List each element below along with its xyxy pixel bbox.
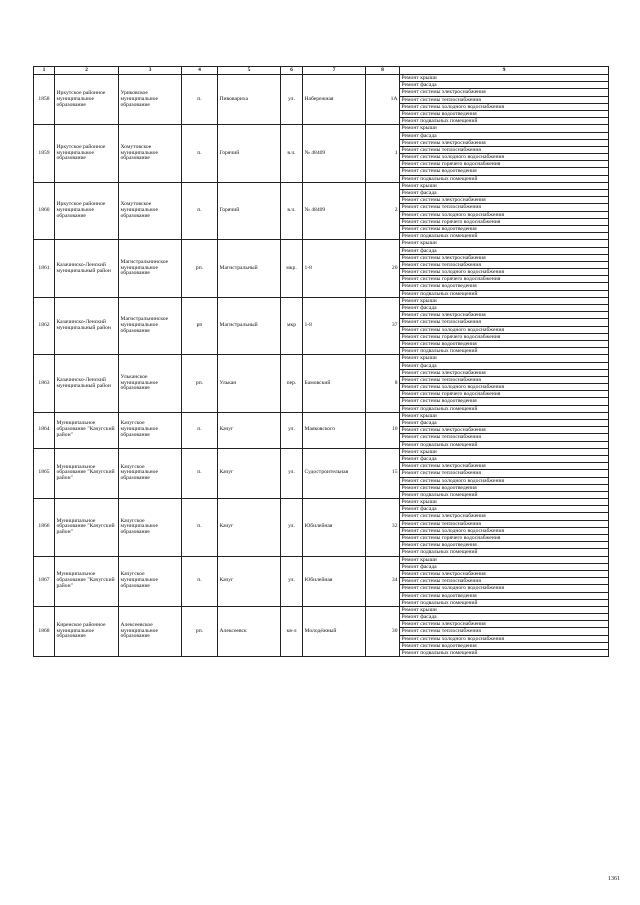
work-item: Ремонт подвальных помещений — [401, 175, 478, 182]
work-item: Ремонт системы горячего водоснабжения — [400, 391, 608, 398]
row-number-cell: 1859 — [34, 125, 55, 183]
work-item: Ремонт системы электроснабжения — [400, 140, 608, 147]
work-item: Ремонт фасада — [400, 248, 608, 255]
table-row — [34, 355, 609, 413]
work-item: Ремонт системы холодного водоснабжения — [400, 636, 608, 643]
municipality-cell: Качугское муниципальное образование — [119, 412, 182, 448]
municipality-cell: Магистральнинское муниципальное образование — [119, 240, 182, 298]
work-item: Ремонт фасада — [400, 506, 608, 513]
street-cell: Бамовский — [303, 355, 366, 413]
street-cell: Молодёжный — [303, 606, 366, 656]
row-number-cell: 1868 — [34, 606, 55, 656]
street-type-cell: мкр — [281, 297, 303, 355]
settlement-type-cell: рп. — [182, 355, 218, 413]
work-item: Ремонт системы теплоснабжения — [400, 262, 608, 269]
settlement-type-cell: п. — [182, 448, 218, 498]
settlement-type-cell: рп. — [182, 240, 218, 298]
work-item: Ремонт системы электроснабжения — [400, 513, 608, 520]
work-item: Ремонт системы холодного водоснабжения — [400, 384, 608, 391]
work-item: Ремонт системы холодного водоснабжения — [400, 104, 608, 111]
street-type-cell: пер. — [281, 355, 303, 413]
table-row — [34, 182, 609, 240]
page-number: 1361 — [608, 876, 620, 882]
municipality-cell: Алексеевское муниципальное образование — [119, 606, 182, 656]
municipality-cell: Хомутовское муниципальное образование — [119, 182, 182, 240]
work-item: Ремонт фасада — [400, 82, 608, 89]
works-cell — [400, 499, 609, 557]
work-item: Ремонт системы электроснабжения — [400, 255, 608, 262]
works-cell — [400, 240, 609, 298]
settlement-type-cell: п. — [182, 556, 218, 606]
work-item: Ремонт системы теплоснабжения — [400, 578, 608, 585]
work-item: Ремонт подвальных помещений — [401, 405, 478, 412]
work-item: Ремонт крыши — [400, 449, 608, 456]
row-number-cell: 1865 — [34, 448, 55, 498]
works-cell — [400, 556, 609, 606]
house-number-cell: 10 — [366, 412, 400, 448]
work-item: Ремонт подвальных помещений — [401, 118, 478, 125]
row-number-cell: 1858 — [34, 75, 55, 125]
table-row — [34, 75, 609, 125]
street-type-cell: мкр. — [281, 240, 303, 298]
work-item: Ремонт крыши — [400, 240, 608, 247]
street-cell: 1-8 — [303, 240, 366, 298]
work-item: Ремонт подвальных помещений — [401, 549, 478, 556]
header-cell: 6 — [281, 67, 303, 75]
work-item: Ремонт системы электроснабжения — [400, 427, 608, 434]
work-item: Ремонт системы холодного водоснабжения — [400, 269, 608, 276]
municipality-cell: Уриковское муниципальное образование — [119, 75, 182, 125]
settlement-type-cell: п. — [182, 125, 218, 183]
settlement-type-cell: п. — [182, 499, 218, 557]
work-item: Ремонт подвальных помещений — [401, 491, 478, 498]
settlement-cell: Магистральный — [218, 297, 281, 355]
district-cell: Казачинско-Ленский муниципальный район — [55, 355, 119, 413]
row-number-cell: 1861 — [34, 240, 55, 298]
work-item: Ремонт фасада — [400, 190, 608, 197]
work-item: Ремонт системы водоотведения — [400, 542, 608, 549]
settlement-type-cell: п. — [182, 412, 218, 448]
works-cell — [400, 125, 609, 183]
house-number-cell: 34 — [366, 556, 400, 606]
house-number-cell: 32 — [366, 499, 400, 557]
work-item: Ремонт системы электроснабжения — [400, 312, 608, 319]
work-item: Ремонт фасада — [400, 363, 608, 370]
district-cell: Казачинско-Ленский муниципальный район — [55, 240, 119, 298]
house-number-cell: 1 — [366, 125, 400, 183]
work-item: Ремонт системы холодного водоснабжения — [400, 478, 608, 485]
work-item: Ремонт системы теплоснабжения — [400, 319, 608, 326]
header-cell: 4 — [182, 67, 218, 75]
header-cell: 5 — [218, 67, 281, 75]
works-cell — [400, 75, 609, 125]
work-item: Ремонт крыши — [400, 355, 608, 362]
table-row — [34, 606, 609, 656]
works-cell — [400, 606, 609, 656]
district-cell: Иркутское районное муниципальное образование — [55, 125, 119, 183]
work-item: Ремонт системы теплоснабжения — [400, 377, 608, 384]
municipality-cell: Ульканское муниципальное образование — [119, 355, 182, 413]
works-cell — [400, 182, 609, 240]
street-type-cell: ул. — [281, 499, 303, 557]
work-item: Ремонт подвальных помещений — [401, 599, 478, 606]
work-item: Ремонт системы теплоснабжения — [400, 204, 608, 211]
work-item: Ремонт системы теплоснабжения — [400, 147, 608, 154]
work-item: Ремонт подвальных помещений — [401, 650, 478, 656]
work-item: Ремонт системы горячего водоснабжения — [400, 219, 608, 226]
work-item: Ремонт системы водоотведения — [400, 168, 608, 175]
header-cell: 2 — [55, 67, 119, 75]
district-cell: Киренское районное муниципальное образование — [55, 606, 119, 656]
street-cell: Юбилейная — [303, 499, 366, 557]
settlement-cell: Магистральный — [218, 240, 281, 298]
work-item: Ремонт системы водоотведения — [400, 283, 608, 290]
work-item: Ремонт крыши — [400, 557, 608, 564]
district-cell: Муниципальное образование "Качугский район" — [55, 448, 119, 498]
table-row — [34, 556, 609, 606]
work-item: Ремонт системы горячего водоснабжения — [400, 334, 608, 341]
work-item: Ремонт фасада — [400, 305, 608, 312]
work-item: Ремонт системы электроснабжения — [400, 89, 608, 96]
work-item: Ремонт подвальных помещений — [401, 441, 478, 448]
street-type-cell: ул. — [281, 75, 303, 125]
work-item: Ремонт системы холодного водоснабжения — [400, 212, 608, 219]
street-type-cell: в.ч. — [281, 182, 303, 240]
street-type-cell: ул. — [281, 448, 303, 498]
work-item: Ремонт крыши — [400, 183, 608, 190]
row-number-cell: 1862 — [34, 297, 55, 355]
house-number-cell: 20 — [366, 240, 400, 298]
work-item: Ремонт системы горячего водоснабжения — [400, 535, 608, 542]
works-cell — [400, 297, 609, 355]
work-item: Ремонт крыши — [400, 607, 608, 614]
street-cell: Юбилейная — [303, 556, 366, 606]
settlement-type-cell: рп — [182, 297, 218, 355]
district-cell: Иркутское районное муниципальное образование — [55, 75, 119, 125]
street-type-cell: в.ч. — [281, 125, 303, 183]
street-cell: Маяковского — [303, 412, 366, 448]
work-item: Ремонт крыши — [400, 499, 608, 506]
row-number-cell: 1866 — [34, 499, 55, 557]
table-row — [34, 125, 609, 183]
work-item: Ремонт системы водоотведения — [400, 643, 608, 650]
row-number-cell: 1860 — [34, 182, 55, 240]
work-item: Ремонт фасада — [400, 456, 608, 463]
house-number-cell: 1А — [366, 75, 400, 125]
table-row — [34, 297, 609, 355]
settlement-cell: Улькан — [218, 355, 281, 413]
work-item: Ремонт крыши — [400, 413, 608, 420]
settlement-cell: Качуг — [218, 412, 281, 448]
work-item: Ремонт системы водоотведения — [400, 593, 608, 600]
street-cell: Судостроительная — [303, 448, 366, 498]
work-item: Ремонт системы водоотведения — [400, 398, 608, 405]
table-row — [34, 240, 609, 298]
work-item: Ремонт системы водоотведения — [400, 226, 608, 233]
work-item: Ремонт системы электроснабжения — [400, 370, 608, 377]
work-item: Ремонт системы холодного водоснабжения — [400, 585, 608, 592]
table-row — [34, 448, 609, 498]
table-header-row — [34, 67, 609, 75]
work-item: Ремонт подвальных помещений — [401, 348, 478, 355]
settlement-cell: Пивовариха — [218, 75, 281, 125]
header-cell: 1 — [34, 67, 55, 75]
work-item: Ремонт системы теплоснабжения — [400, 97, 608, 104]
row-number-cell: 1864 — [34, 412, 55, 448]
street-cell: № 48409 — [303, 125, 366, 183]
municipality-cell: Качугское муниципальное образование — [119, 556, 182, 606]
municipality-cell: Качугское муниципальное образование — [119, 499, 182, 557]
settlement-type-cell: рп. — [182, 606, 218, 656]
house-number-cell: 2 — [366, 182, 400, 240]
district-cell: Казачинско-Ленский муниципальный район — [55, 297, 119, 355]
house-number-cell: 8 — [366, 355, 400, 413]
settlement-cell: Качуг — [218, 448, 281, 498]
settlement-cell: Качуг — [218, 499, 281, 557]
work-item: Ремонт крыши — [400, 125, 608, 132]
district-cell: Муниципальное образование "Качугский район" — [55, 556, 119, 606]
header-cell: 3 — [119, 67, 182, 75]
work-item: Ремонт системы теплоснабжения — [400, 628, 608, 635]
work-item: Ремонт фасада — [400, 420, 608, 427]
work-item: Ремонт системы холодного водоснабжения — [400, 154, 608, 161]
work-item: Ремонт подвальных помещений — [401, 233, 478, 240]
street-type-cell: ул. — [281, 412, 303, 448]
street-cell: Набережная — [303, 75, 366, 125]
table-row — [34, 412, 609, 448]
street-type-cell: ул. — [281, 556, 303, 606]
repair-register-table — [33, 66, 609, 657]
work-item: Ремонт системы теплоснабжения — [400, 434, 608, 441]
work-item: Ремонт системы холодного водоснабжения — [400, 528, 608, 535]
header-cell: 7 — [303, 67, 366, 75]
work-item: Ремонт системы водоотведения — [400, 341, 608, 348]
house-number-cell: 37 — [366, 297, 400, 355]
street-cell: 1-8 — [303, 297, 366, 355]
work-item: Ремонт подвальных помещений — [401, 290, 478, 297]
settlement-type-cell: п. — [182, 75, 218, 125]
municipality-cell: Хомутовское муниципальное образование — [119, 125, 182, 183]
work-item: Ремонт фасада — [400, 133, 608, 140]
row-number-cell: 1863 — [34, 355, 55, 413]
works-cell — [400, 355, 609, 413]
work-item: Ремонт системы электроснабжения — [400, 621, 608, 628]
work-item: Ремонт системы горячего водоснабжения — [400, 161, 608, 168]
header-cell: 8 — [366, 67, 400, 75]
street-cell: № 48409 — [303, 182, 366, 240]
municipality-cell: Качугское муниципальное образование — [119, 448, 182, 498]
work-item: Ремонт системы электроснабжения — [400, 197, 608, 204]
work-item: Ремонт фасада — [400, 564, 608, 571]
municipality-cell: Магистральнинское муниципальное образование — [119, 297, 182, 355]
settlement-cell: Горячий — [218, 182, 281, 240]
work-item: Ремонт фасада — [400, 614, 608, 621]
settlement-type-cell: п. — [182, 182, 218, 240]
header-cell: 9 — [400, 67, 609, 75]
work-item: Ремонт крыши — [400, 298, 608, 305]
work-item: Ремонт системы водоотведения — [400, 485, 608, 492]
district-cell: Муниципальное образование "Качугский район" — [55, 499, 119, 557]
work-item: Ремонт крыши — [400, 75, 608, 82]
house-number-cell: 15 — [366, 448, 400, 498]
work-item: Ремонт системы электроснабжения — [400, 571, 608, 578]
work-item: Ремонт системы электроснабжения — [400, 463, 608, 470]
settlement-cell: Алексеевск — [218, 606, 281, 656]
work-item: Ремонт системы водоотведения — [400, 111, 608, 118]
work-item: Ремонт системы теплоснабжения — [400, 521, 608, 528]
street-type-cell: кв-л — [281, 606, 303, 656]
work-item: Ремонт системы холодного водоснабжения — [400, 327, 608, 334]
settlement-cell: Горячий — [218, 125, 281, 183]
work-item: Ремонт системы горячего водоснабжения — [400, 276, 608, 283]
house-number-cell: 30 — [366, 606, 400, 656]
district-cell: Муниципальное образование "Качугский район" — [55, 412, 119, 448]
table-row — [34, 499, 609, 557]
work-item: Ремонт системы теплоснабжения — [400, 470, 608, 477]
works-cell — [400, 448, 609, 498]
row-number-cell: 1867 — [34, 556, 55, 606]
district-cell: Иркутское районное муниципальное образование — [55, 182, 119, 240]
settlement-cell: Качуг — [218, 556, 281, 606]
works-cell — [400, 412, 609, 448]
